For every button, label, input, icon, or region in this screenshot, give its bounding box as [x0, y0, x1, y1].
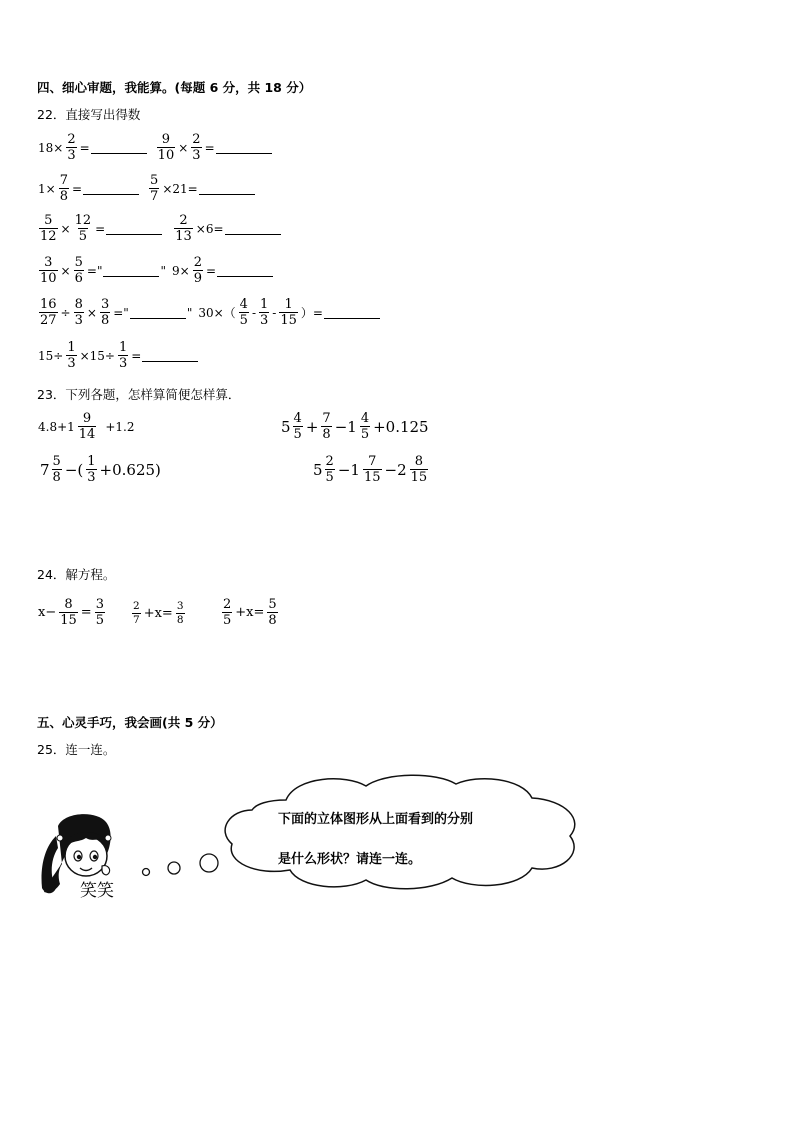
fraction: $\frac{9}{14}$ — [78, 411, 96, 442]
text: × — [60, 263, 71, 278]
section4-heading: 四、细心审题，我能算。(每题 6 分，共 18 分） — [37, 80, 312, 95]
q23-expr2 — [281, 412, 430, 441]
fraction: $\frac{4}{5}$ — [239, 297, 248, 328]
q22-row6 — [37, 341, 198, 370]
fraction: $\frac{8}{3}$ — [74, 297, 83, 328]
answer-blank[interactable] — [91, 141, 147, 154]
q24-equation2 — [130, 601, 187, 625]
fraction: $\frac{7}{15}$ — [363, 454, 381, 485]
q22-row1 — [37, 133, 272, 162]
text: +0.125 — [373, 417, 429, 436]
text: ×6= — [195, 221, 224, 236]
text: - — [272, 305, 277, 320]
fraction: $\frac{5}{8}$ — [268, 597, 277, 628]
text: + — [305, 417, 319, 436]
fraction: $\frac{5}{6}$ — [74, 255, 83, 286]
fraction: $\frac{9}{10}$ — [157, 132, 175, 163]
text: × — [60, 221, 71, 236]
answer-blank[interactable] — [217, 264, 273, 277]
q22-row3 — [37, 214, 281, 243]
text: =" — [86, 263, 103, 278]
text: " — [186, 305, 193, 320]
fraction: $\frac{8}{15}$ — [410, 454, 428, 485]
text: +0.625) — [99, 460, 161, 479]
text: = — [80, 605, 92, 620]
text: 15÷ — [38, 348, 64, 363]
fraction: $\frac{7}{8}$ — [59, 173, 68, 204]
answer-blank[interactable] — [130, 306, 186, 319]
fraction: $\frac{2}{9}$ — [193, 255, 202, 286]
text: = — [131, 348, 142, 363]
text: ÷ — [60, 305, 71, 320]
fraction: $\frac{4}{5}$ — [360, 411, 370, 442]
answer-blank[interactable] — [324, 306, 380, 319]
fraction: $\frac{16}{27}$ — [40, 297, 57, 328]
fraction: $\frac{3}{8}$ — [176, 600, 184, 626]
fraction: $\frac{2}{3}$ — [192, 132, 201, 163]
text: = — [95, 221, 106, 236]
answer-blank[interactable] — [142, 349, 198, 362]
q23-expr1 — [37, 412, 135, 441]
q23-expr4 — [313, 455, 430, 484]
text: ×21= — [162, 181, 198, 196]
answer-blank[interactable] — [199, 182, 255, 195]
girl-caption: 笑笑 — [80, 881, 114, 901]
section5-heading: 五、心灵手巧，我会画(共 5 分） — [37, 715, 223, 730]
text: × — [86, 305, 97, 320]
text: =" — [113, 305, 129, 320]
q24-equation1 — [37, 598, 107, 627]
text: = — [71, 181, 83, 196]
q24-equation3 — [220, 598, 280, 627]
fraction: $\frac{2}{13}$ — [175, 213, 192, 244]
text: = — [205, 263, 217, 278]
cloud-text-line1: 下面的立体图形从上面看到的分别 — [278, 812, 474, 827]
fraction: $\frac{1}{3}$ — [119, 340, 128, 371]
fraction: $\frac{3}{10}$ — [40, 255, 57, 286]
text: = — [204, 140, 215, 155]
speech-cloud — [216, 770, 586, 894]
text: 30×（ — [198, 306, 236, 320]
fraction: $\frac{4}{5}$ — [293, 411, 302, 442]
fraction: $\frac{1}{15}$ — [280, 297, 297, 328]
text: ）= — [300, 306, 323, 320]
fraction: $\frac{1}{3}$ — [67, 340, 76, 371]
text: 5 — [313, 460, 323, 479]
answer-blank[interactable] — [103, 264, 159, 277]
fraction: $\frac{5}{8}$ — [52, 454, 61, 485]
q22-row4 — [37, 256, 273, 285]
bubble-small — [143, 869, 150, 876]
q23-label: 23．下列各题，怎样算简便怎样算． — [37, 387, 241, 402]
thought-bubbles — [138, 850, 224, 880]
fraction: $\frac{2}{3}$ — [67, 132, 76, 163]
text: 9× — [172, 263, 190, 278]
fraction: $\frac{7}{8}$ — [322, 411, 331, 442]
text: " — [160, 263, 166, 278]
q24-label: 24．解方程。 — [37, 567, 116, 582]
fraction: $\frac{5}{12}$ — [40, 213, 57, 244]
text: +1.2 — [105, 419, 135, 434]
text: x− — [38, 605, 57, 620]
text: 4.8+1 — [38, 419, 75, 434]
fraction: $\frac{3}{5}$ — [95, 597, 104, 628]
fraction: $\frac{3}{8}$ — [100, 297, 110, 328]
text: −2 — [384, 460, 407, 479]
answer-blank[interactable] — [216, 141, 272, 154]
answer-blank[interactable] — [225, 222, 281, 235]
q23-expr3 — [40, 455, 162, 484]
text: −( — [64, 460, 84, 479]
fraction: $\frac{2}{7}$ — [133, 600, 140, 626]
text: −1 — [337, 460, 360, 479]
fraction: $\frac{5}{7}$ — [150, 173, 159, 204]
fraction: $\frac{12}{5}$ — [74, 213, 92, 244]
text: +x= — [235, 605, 265, 620]
text: × — [178, 140, 189, 155]
q25-label: 25．连一连。 — [37, 742, 116, 757]
q22-row2 — [37, 174, 255, 203]
cloud-text-line2: 是什么形状？请连一连。 — [278, 852, 422, 867]
bubble-medium — [168, 862, 180, 874]
q22-label: 22．直接写出得数 — [37, 107, 141, 122]
text: 5 — [281, 417, 291, 436]
fraction: $\frac{1}{3}$ — [87, 454, 96, 485]
text: 7 — [40, 460, 50, 479]
text: ×15÷ — [79, 348, 115, 363]
fraction: $\frac{8}{15}$ — [60, 597, 77, 628]
text: 18× — [38, 140, 64, 155]
fraction: $\frac{2}{5}$ — [223, 597, 232, 628]
text: −1 — [334, 417, 357, 436]
text: +x= — [143, 605, 173, 621]
fraction: $\frac{2}{5}$ — [325, 454, 334, 485]
answer-blank[interactable] — [106, 222, 162, 235]
text: = — [79, 140, 90, 155]
text: - — [251, 305, 257, 320]
answer-blank[interactable] — [83, 182, 139, 195]
q22-row5 — [37, 298, 380, 327]
text: 1× — [38, 181, 56, 196]
fraction: $\frac{1}{3}$ — [260, 297, 269, 328]
